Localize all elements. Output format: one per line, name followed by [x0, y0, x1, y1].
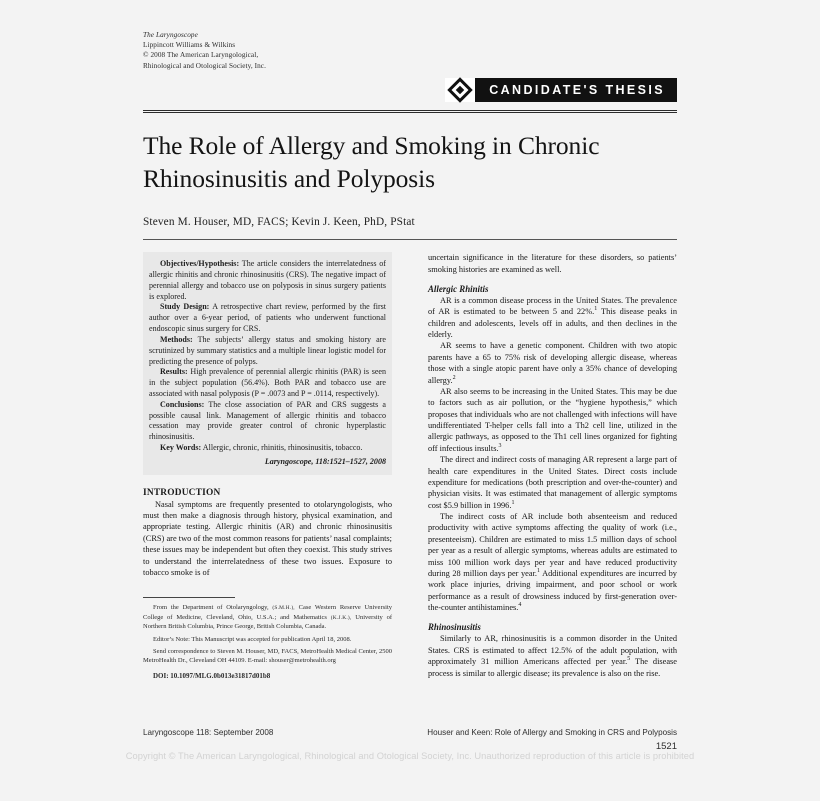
rs-paragraph-1 — [428, 633, 677, 679]
introduction-paragraph: Nasal symptoms are frequently presented to otolaryngologists, who must then make a diagnosis through history, physical examination, and appropriate testing. Allergic rhinitis (AR) and chronic rhinosinusitis (CRS) are two of the most common reasons for patients’ nasal complaints; these issues may be independent but often they coexist. This study strives to understand the interrelatedness of these two issues. Exposure to tobacco smoke is of — [143, 499, 392, 577]
masthead-society: Rhinological and Otological Society, Inc. — [143, 61, 266, 70]
subsection-heading-rhinosinusitis: Rhinosinusitis — [428, 622, 481, 633]
ar-p4-ref: 1 — [511, 499, 515, 506]
abstract-keywords — [149, 443, 386, 454]
masthead-copyright: © 2008 The American Laryngological, — [143, 51, 259, 60]
copyright-watermark: Copyright © The American Laryngological, Rhinological and Otological Society, Inc. Unauthorized reproduction of this article is prohibited — [125, 751, 695, 761]
candidates-thesis-badge — [445, 78, 677, 102]
ar-p5-text-b: Additional expenditures are incurred by work place injuries, driving impairment, and poor school or work performance as a result of drowsiness induced by first-generation over-the-counter antihistamines. — [428, 568, 677, 613]
article-content — [143, 30, 677, 685]
footnote-affiliation-c: University of Northern British Columbia, Prince George, British Columbia, Canada. — [143, 613, 392, 631]
column-container — [143, 252, 677, 684]
ar-p2-ref: 2 — [452, 374, 456, 381]
abstract-citation-detail: 118:1521–1527, 2008 — [313, 456, 386, 466]
abstract-objectives-text: The article considers the interrelatedness of allergic rhinitis and chronic rhinosinusitis (CRS). The negative impact of perennial allergy and tobacco use on polyposis in sinus surgery patients is explored. — [149, 259, 386, 301]
section-heading-introduction: INTRODUCTION — [143, 487, 221, 498]
footnote-correspondence: Send correspondence to Steven M. Houser, MD, FACS, MetroHealth Medical Center, 2500 MetroHealth Dr., Cleveland OH 44109. E-mail: shouser@metrohealth.org — [143, 647, 392, 664]
rs-p1-text-b: The disease process is similar to allergic disease; its prevalence is also on the rise. — [428, 657, 678, 678]
badge-label: CANDIDATE'S THESIS — [475, 78, 677, 102]
abstract-conclusions-text: The close association of PAR and CRS suggests a possible causal link. Management of allergic rhinitis and tobacco cessation may provide greater control of chronic hyperplastic rhinosinusitis. — [149, 399, 386, 442]
footnote-rule — [143, 597, 235, 598]
rs-p1-ref: 5 — [627, 656, 631, 663]
ar-p5-ref-1: 1 — [536, 568, 540, 575]
footnote-affiliation-b: Case Western Reserve University College of Medicine, Cleveland, Ohio, U.S.A.; and Mathematics — [143, 604, 392, 621]
ar-p3-text: AR also seems to be increasing in the United States. This may be due to factors such as air pollution, or the “hygiene hypothesis,” which proposes that individuals who are not challenged with infections will have undifferentiated T-helper cells fall into a Th2 cell line, utilized in the allergic pathways, as opposed to the Th1 cell lines organized for fighting off infectious insults. — [428, 386, 677, 453]
ar-p2-text: AR seems to have a genetic component. Children with two atopic parents have a 65 to 75% risk of developing allergic disease, whereas those with a single atopic parent have only a 35% chance of developing allergy. — [428, 341, 677, 385]
ar-paragraph-1 — [428, 295, 677, 341]
abstract-objectives-label: Objectives/Hypothesis: — [160, 259, 240, 269]
abstract-results-label: Results: — [160, 367, 188, 377]
rs-p1-text-a: Similarly to AR, rhinosinusitis is a common disorder in the United States. CRS is estimated to affect 12.5% of the adult population, with approximately 31 million Americans affected per year. — [428, 634, 677, 667]
ar-p1-text-b: This disease peaks in children and adolescents, levels off in adults, and then declines in the elderly. — [428, 307, 678, 340]
footnote-initials-smh: (S.M.H.), — [272, 605, 295, 612]
ar-p5-ref-2: 4 — [518, 602, 522, 609]
footnote-initials-kjk: (K.J.K.), — [330, 614, 352, 621]
abstract-results-text-c: = .0114, respectively). — [305, 388, 380, 398]
abstract-results-p-symbol-1: P — [254, 388, 259, 398]
header-rule — [143, 110, 677, 114]
abstract-results-text-b: = .0073 and — [258, 388, 301, 398]
footer-left: Laryngoscope 118: September 2008 — [143, 728, 274, 737]
ar-p5-text-a: The indirect costs of AR include both absenteeism and reduced productivity with active symptoms affecting the quality of work (i.e., presenteeism). Children are estimated to miss 1.5 million days of school per year as a result of allergic symptoms, whereas adults are estimated to miss 100 million work days per year and have reduced productivity during 28 million days per year. — [428, 512, 677, 578]
abstract-objectives — [149, 259, 386, 302]
masthead-publisher: Lippincott Williams & Wilkins — [143, 41, 236, 50]
masthead-journal-name: The Laryngoscope — [143, 31, 198, 39]
ar-paragraph-4 — [428, 454, 677, 511]
ar-paragraph-3 — [428, 386, 677, 454]
abstract-methods-text: The subjects’ allergy status and smoking history are scrutinized by summary statistics and a multiple linear logistic model for predicting the presence of polyps. — [149, 334, 386, 366]
ar-p1-ref: 1 — [594, 306, 598, 313]
abstract-results-text-a: High prevalence of perennial allergic rhinitis (PAR) is seen in the subject population (56.4%). Both PAR and tobacco use are associated with nasal polyposis ( — [149, 367, 386, 398]
diamond-icon — [445, 78, 475, 102]
ar-p3-ref: 3 — [498, 443, 502, 450]
abstract-keywords-label: Key Words: — [160, 443, 202, 453]
footer-right: Houser and Keen: Role of Allergy and Smoking in CRS and Polyposis — [427, 728, 677, 737]
abstract-box — [143, 252, 392, 474]
abstract-study-design-text: A retrospective chart review, performed by the first author over a 6-year period, of patients who underwent functional endoscopic sinus surgery for CRS. — [149, 302, 386, 334]
abstract-keywords-text: Allergic, chronic, rhinitis, rhinosinusitis, tobacco. — [201, 443, 363, 453]
abstract-citation-journal: Laryngoscope, — [264, 456, 314, 466]
subsection-heading-allergic-rhinitis: Allergic Rhinitis — [428, 283, 489, 294]
page-number: 1521 — [655, 741, 677, 752]
abstract-methods-label: Methods: — [160, 334, 193, 344]
footnote-doi[interactable]: DOI: 10.1097/MLG.0b013e31817d01b8 — [153, 671, 271, 680]
title-rule — [143, 239, 677, 240]
footnote-affiliation-a: From the Department of Otolaryngology, — [153, 604, 273, 612]
page-footer — [143, 728, 677, 737]
badge-row — [143, 78, 677, 108]
ar-paragraph-2 — [428, 340, 677, 386]
footnote-editors-note: Editor’s Note: This Manuscript was accepted for publication April 18, 2008. — [153, 635, 352, 643]
footnote-affiliation — [143, 603, 392, 631]
left-column — [143, 252, 392, 684]
author-list: Steven M. Houser, MD, FACS; Kevin J. Keen, PhD, PStat — [143, 216, 415, 229]
ar-p1-text-a: AR is a common disease process in the United States. The prevalence of AR is estimated to be between 5 and 22%. — [428, 295, 677, 317]
abstract-methods — [149, 335, 386, 367]
right-column — [428, 252, 677, 684]
ar-paragraph-5 — [428, 511, 677, 613]
abstract-conclusions-label: Conclusions: — [160, 399, 205, 409]
abstract-citation — [149, 457, 386, 468]
abstract-results — [149, 367, 386, 399]
masthead — [143, 30, 677, 71]
intro-continuation: uncertain significance in the literature for these disorders, so patients’ smoking histories are examined as well. — [428, 253, 677, 274]
page-title: The Role of Allergy and Smoking in Chronic Rhinosinusitis and Polyposis — [143, 131, 600, 193]
footnote-block — [143, 603, 392, 681]
abstract-study-design-label: Study Design: — [160, 302, 210, 312]
abstract-results-p-symbol-2: P — [301, 388, 306, 398]
abstract-study-design — [149, 302, 386, 334]
abstract-conclusions — [149, 400, 386, 443]
ar-p4-text: The direct and indirect costs of managing AR represent a large part of health care expenditures in the United States. Direct costs include expenditure for medications (both prescription and over-the-counter) and physician visits. It was estimated that management of allergic symptoms cost $5.9 billion in 1996. — [428, 455, 677, 510]
